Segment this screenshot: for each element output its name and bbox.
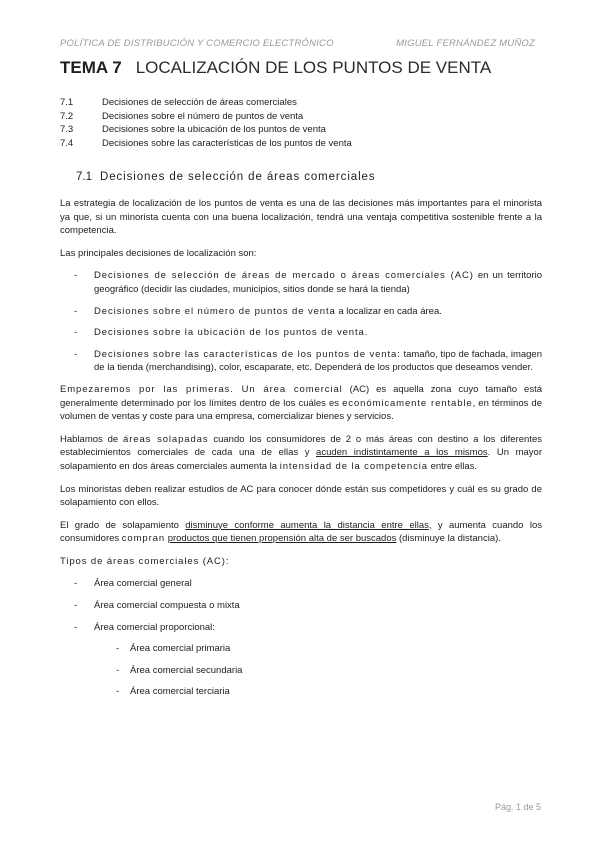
type-proporcional: Área comercial proporcional: [94, 621, 215, 633]
paragraph-decisions-lead: Las principales decisiones de localización son: [60, 247, 257, 259]
decision-4-rest: tamaño, tipo de fachada, imagen de la tienda (merchandising), color, escaparate, etc. Dependerá de los productos que deseamos vender. [94, 348, 542, 374]
term-intensidad-competencia: intensidad de la competencia [279, 460, 428, 472]
toc-text: Decisiones sobre la ubicación de los puntos de venta [102, 124, 326, 135]
type-general: Área comercial general [94, 578, 192, 590]
chapter-label: TEMA 7 [60, 58, 122, 77]
term-area-comercial: área comercial [263, 383, 343, 395]
underlined-phrase: productos que tienen propensión alta de ser buscados [167, 533, 397, 545]
toc-item [60, 96, 540, 110]
page-number: Pág. 1 de 5 [494, 802, 541, 812]
decision-2-spaced: Decisiones sobre el número de puntos de venta [94, 305, 336, 317]
toc-text: Decisiones de selección de áreas comerciales [102, 97, 297, 108]
term-economicamente-rentable: económicamente rentable [342, 397, 473, 409]
toc-number: 7.4 [60, 137, 74, 149]
paragraph-area-comercial: Empezaremos por las primeras. Un área comercial (AC) es aquella zona cuyo tamaño está generalmente determinado por los límites dentro de los cuáles es económicamente rentable, en términos de volumen de ventas y coste para una empresa, comercializar bienes y servicios. [60, 383, 543, 423]
paragraph-grado-solapamiento: El grado de solapamiento disminuye conforme aumenta la distancia entre ellas, y aumenta cuando los consumidores compran productos que tienen propensión alta de ser buscados (disminuye la distancia). [60, 519, 542, 545]
toc-item [60, 123, 540, 137]
toc-number: 7.3 [60, 124, 74, 135]
underlined-phrase: acuden indistintamente a los mismos [316, 447, 488, 459]
section-heading [76, 171, 375, 183]
section-title: Decisiones de selección de áreas comerciales [100, 171, 376, 183]
table-of-contents [60, 96, 540, 150]
list-item: - Decisiones sobre las características de los puntos de venta: tamaño, tipo de fachada, imagen de la tienda (merchandising), color, escaparate, etc. Dependerá de los productos que deseamos vender. [74, 348, 542, 374]
running-header-right: MIGUEL FERNÁNDEZ MUÑOZ [396, 38, 535, 49]
paragraph-intro: La estrategia de localización de los puntos de venta es una de las decisiones más importantes para el minorista ya que, si un minorista cuenta con una buena localización, tendrá una ventaja competitiva sostenible frente a la competencia. [60, 198, 542, 237]
chapter-title [60, 58, 491, 78]
types-heading: Tipos de áreas comerciales (AC): [60, 555, 230, 567]
underlined-phrase: disminuye conforme aumenta la distancia entre ellas [185, 519, 429, 531]
term-areas-solapadas: áreas solapadas [123, 433, 209, 445]
toc-item [60, 137, 540, 151]
sub-list-item: - Área comercial primaria [116, 643, 231, 655]
type-secundaria: Área comercial secundaria [130, 664, 243, 676]
list-item: - Área comercial compuesta o mixta [74, 600, 240, 612]
decision-1-spaced: Decisiones de selección de áreas de mercado o áreas comerciales (AC) [94, 270, 474, 282]
toc-number: 7.2 [60, 110, 74, 122]
paragraph-estudios-ac: Los minoristas deben realizar estudios de AC para conocer dónde están sus competidores y cuál es su grado de solapamiento con ellos. [60, 483, 542, 509]
type-primaria: Área comercial primaria [130, 643, 231, 655]
section-number: 7.1 [76, 171, 92, 183]
running-header-left: POLÍTICA DE DISTRIBUCIÓN Y COMERCIO ELECTRÓNICO [60, 38, 334, 49]
chapter-title-text: LOCALIZACIÓN DE LOS PUNTOS DE VENTA [135, 58, 492, 77]
list-item: - Decisiones de selección de áreas de mercado o áreas comerciales (AC) en un territorio geográfico (decidir las ciudades, municipios, sitios donde se hará la tienda) [74, 270, 543, 295]
list-item: - Área comercial general [74, 578, 192, 590]
decision-3-spaced: Decisiones sobre la ubicación de los puntos de venta. [94, 327, 369, 339]
sub-list-item: - Área comercial secundaria [116, 664, 243, 676]
toc-text: Decisiones sobre el número de puntos de venta [102, 110, 304, 122]
list-item: - Decisiones sobre la ubicación de los puntos de venta. [74, 327, 369, 339]
toc-text: Decisiones sobre las características de los puntos de venta [102, 137, 352, 149]
decision-1-rest: en un territorio geográfico (decidir las ciudades, municipios, sitios donde se hará la tienda) [94, 270, 543, 295]
toc-item [60, 110, 540, 124]
decision-4-spaced: Decisiones sobre las características de los puntos de venta: [94, 348, 401, 360]
decision-2-rest: a localizar en cada área. [335, 305, 442, 317]
document-body [60, 197, 542, 707]
sub-list-item: - Área comercial terciaria [116, 686, 230, 698]
type-mixta: Área comercial compuesta o mixta [94, 600, 240, 612]
paragraph-areas-solapadas: Hablamos de áreas solapadas cuando los consumidores de 2 o más áreas con destino a los diferentes establecimientos comerciales de cada una de ellas y acuden indistintamente a los mismos. Un mayor solapamiento en dos áreas comerciales aumenta la intensidad de la competencia entre ellas. [60, 433, 542, 472]
list-item: - Área comercial proporcional: [74, 621, 215, 633]
conocer-phrase: conocer dónde están sus competidores y cuál es su grado de solapamiento con ellos. [60, 483, 542, 509]
toc-number: 7.1 [60, 97, 74, 108]
type-terciaria: Área comercial terciaria [130, 686, 230, 698]
list-item: - Decisiones sobre el número de puntos de venta a localizar en cada área. [74, 305, 442, 317]
